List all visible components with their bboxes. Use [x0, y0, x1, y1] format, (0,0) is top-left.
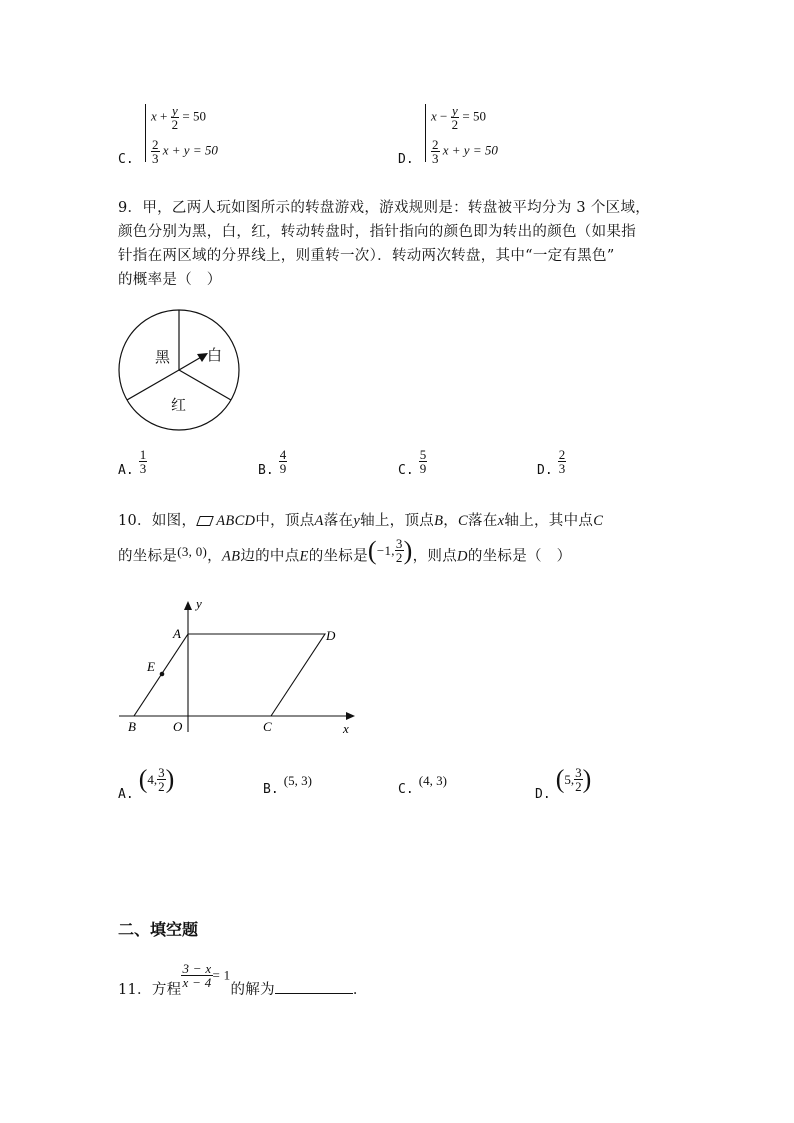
fraction-num: 3 — [575, 764, 582, 780]
fraction-den: 9 — [279, 461, 287, 476]
q10-var-x: x — [497, 513, 505, 529]
q9-stem — [118, 196, 718, 292]
q8d-eq2-rest: x + y = 50 — [442, 142, 498, 158]
q10-parallelogram-figure — [115, 592, 365, 742]
q10-text: 的坐标是（ ） — [467, 548, 572, 565]
q10-option-a[interactable] — [118, 764, 175, 802]
point-e — [160, 672, 165, 677]
q8d-eq1-x: x — [431, 108, 437, 124]
x-axis-arrow-icon — [346, 712, 355, 720]
label-d: D — [326, 628, 336, 643]
q10-text: 边的中点 — [240, 548, 300, 565]
left-brace-icon — [425, 104, 430, 162]
q9-line-1: 9．甲，乙两人玩如图所示的转盘游戏，游戏规则是：转盘被平均分为 3 个区域， — [118, 200, 651, 216]
q10-text: ， — [207, 548, 222, 565]
fraction-num: 5 — [419, 447, 427, 462]
q8-option-d-label: D. — [398, 152, 414, 167]
q8d-eq1-den: 2 — [451, 117, 459, 132]
spinner-divider-right — [179, 370, 231, 400]
q10-text: 的坐标是 — [118, 548, 178, 565]
q9-line-2: 颜色分别为黑，白，红，转动转盘时，指针指向的颜色即为转出的颜色（如果指 — [118, 224, 636, 240]
spinner-label-red: 红 — [171, 396, 187, 414]
q8c-eq2-num: 2 — [152, 137, 159, 152]
option-coord: (4, 3) — [418, 773, 447, 788]
q8c-eq2-frac — [151, 138, 160, 165]
q8c-eq1-x: x — [151, 108, 157, 124]
q10-var-y: y — [353, 513, 361, 529]
label-y: y — [196, 596, 202, 611]
coord-pre: 4, — [147, 771, 158, 787]
q10-coord-e: (−1, $\frac{3}{2}$ ) — [367, 535, 413, 565]
q10-var-a: A — [314, 513, 324, 529]
fraction-den: 2 — [158, 778, 165, 794]
label-b: B — [128, 719, 136, 734]
label-o: O — [173, 719, 183, 734]
fraction-num: 3 − x — [182, 961, 212, 976]
q10-text: 中，顶点 — [255, 513, 315, 529]
fraction-num: 4 — [279, 447, 287, 462]
left-brace-icon — [145, 104, 150, 162]
q8d-eq1-frac — [451, 104, 460, 131]
q8c-eq1-frac — [171, 104, 180, 131]
q8c-eq1-op: + — [160, 108, 168, 124]
q10-var-c: C — [458, 513, 469, 529]
q10-var-c: C — [593, 513, 604, 529]
q10-var-e: E — [299, 548, 309, 565]
q10-option-c[interactable] — [398, 770, 447, 797]
spinner-label-black: 黑 — [155, 348, 171, 366]
q8d-eq2-den: 3 — [432, 151, 439, 166]
q11-eq: = 1 — [212, 967, 231, 983]
option-label: D. — [537, 463, 553, 478]
option-coord: (5, $\frac{3}{2}$ ) — [555, 764, 592, 794]
option-label: A. — [118, 786, 134, 802]
q8d-eq1-op: − — [440, 108, 448, 124]
q8c-eq1-rhs: = 50 — [182, 108, 206, 124]
q9-spinner-figure — [115, 306, 245, 432]
q8c-eq2-rest: x + y = 50 — [162, 142, 218, 158]
option-fraction — [139, 448, 148, 475]
q9-option-b[interactable] — [258, 447, 287, 483]
fraction-num: 2 — [558, 447, 566, 462]
q8d-eq2-num: 2 — [432, 137, 439, 152]
spinner-label-white: 白 — [207, 346, 223, 364]
q10-abcd: ABCD — [216, 513, 256, 529]
option-coord: (5, 3) — [283, 773, 312, 788]
q11-answer-blank[interactable] — [275, 979, 353, 994]
option-label: D. — [535, 786, 551, 802]
q10-text: ，则点 — [412, 548, 458, 565]
fraction-num: 3 — [158, 764, 165, 780]
fraction-den: 2 — [395, 550, 403, 565]
q10-line-2 — [118, 535, 572, 570]
fraction-den: x − 4 — [182, 975, 212, 990]
q9-option-d[interactable] — [537, 447, 566, 483]
q8d-eq1-num: y — [451, 103, 458, 118]
q8c-eq1-den: 2 — [171, 117, 179, 132]
option-label: A. — [118, 463, 134, 478]
section-title-fill-blank: 二、填空题 — [118, 920, 199, 939]
q8-option-c-label: C. — [118, 152, 134, 167]
label-c: C — [263, 719, 272, 734]
q9-line-4: 的概率是（ ） — [118, 272, 222, 288]
fraction-den: 3 — [558, 461, 566, 476]
option-label: B. — [258, 463, 274, 478]
label-a: A — [173, 626, 181, 641]
q11-prefix: 11．方程 — [118, 981, 182, 998]
coord-pre: 5, — [564, 771, 575, 787]
fraction-den: 3 — [139, 461, 147, 476]
option-coord: (4, $\frac{3}{2}$ ) — [138, 764, 175, 794]
q10-segment-ab: AB — [221, 548, 241, 565]
q10-text: 10．如图， — [118, 513, 197, 529]
q11-end: ． — [352, 981, 368, 998]
label-x: x — [343, 721, 349, 736]
option-fraction — [279, 448, 288, 475]
q10-text: 落在 — [323, 513, 354, 529]
coord-frac — [574, 766, 583, 793]
q10-coord-c: (3, 0) — [177, 543, 208, 559]
spinner-pointer — [179, 356, 203, 370]
q10-text: 的坐标是 — [308, 548, 368, 565]
q9-line-3: 针指在两区域的分界线上，则重转一次）．转动两次转盘，其中“一定有黑色” — [118, 248, 615, 264]
option-fraction — [558, 448, 567, 475]
fraction-num: 3 — [395, 536, 403, 551]
q8c-eq1-num: y — [171, 103, 178, 118]
q11-line — [118, 961, 368, 998]
coord-frac — [157, 766, 166, 793]
label-e: E — [147, 659, 155, 674]
q8-option-c-system — [145, 104, 265, 166]
q10-option-d[interactable] — [535, 764, 592, 802]
q10-text: 轴上，其中点 — [504, 513, 594, 529]
q8c-eq2-den: 3 — [152, 151, 159, 166]
y-axis-arrow-icon — [184, 601, 192, 610]
q9-option-a[interactable] — [118, 447, 147, 483]
fraction-den: 9 — [419, 461, 427, 476]
option-label: C. — [398, 782, 414, 797]
q11-suffix: 的解为 — [230, 981, 275, 998]
option-fraction — [419, 448, 428, 475]
q8-option-d-system — [425, 104, 545, 166]
fraction-num: 1 — [139, 447, 147, 462]
q9-option-c[interactable] — [398, 447, 427, 483]
q10-option-b[interactable] — [263, 770, 312, 797]
option-label: B. — [263, 782, 279, 797]
fraction-den: 2 — [575, 778, 582, 794]
q8d-eq1-rhs: = 50 — [462, 108, 486, 124]
option-label: C. — [398, 463, 414, 478]
parallelogram-icon — [196, 516, 214, 526]
q8d-eq2-frac — [431, 138, 440, 165]
coord-frac — [395, 537, 404, 564]
q10-line-1 — [118, 509, 603, 533]
q11-fraction — [181, 962, 212, 989]
q10-text: 轴上，顶点 — [360, 513, 435, 529]
q10-var-d: D — [457, 548, 468, 565]
q10-text: ， — [443, 513, 459, 529]
q10-text: 落在 — [468, 513, 498, 529]
q10-var-b: B — [434, 513, 444, 529]
coord-pre: −1, — [376, 542, 395, 558]
